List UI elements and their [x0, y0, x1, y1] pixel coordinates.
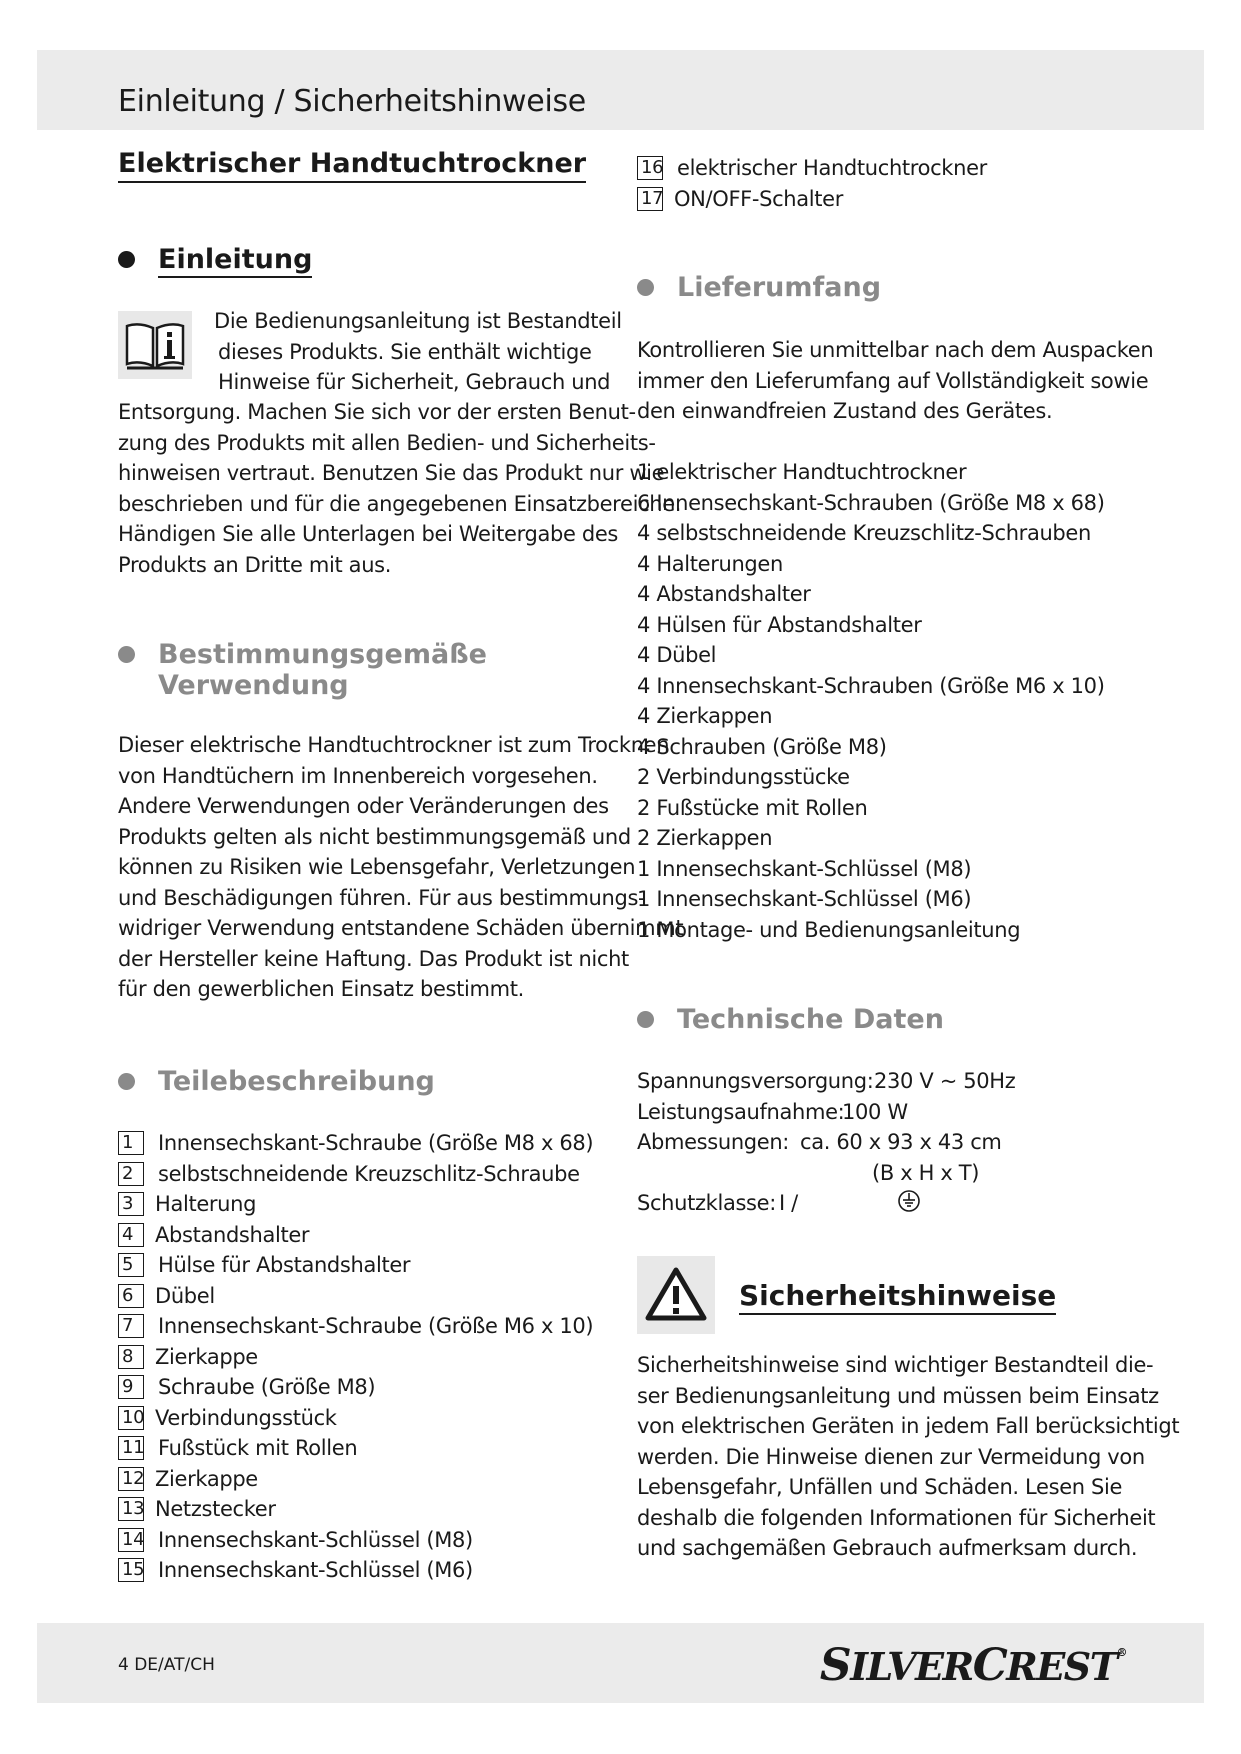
delivery-item: 4 Zierkappen [637, 704, 773, 728]
bullet-icon [118, 1073, 135, 1090]
page-header-title: Einleitung / Sicherheitshinweise [118, 84, 586, 119]
tech-data-heading: Technische Daten [637, 1004, 904, 1035]
intro-text-body: Entsorgung. Machen Sie sich vor der ersten Benut- zung des Produkts mit allen Bedien- und Sicherheits- hinweisen vertraut. Benutzen Sie das Produkt nur wie beschrieben und für die angegebenen Einsatzbereiche. Händigen Sie alle Unterlagen bei Weitergabe des Produkts an Dritte mit aus. [118, 400, 682, 577]
delivery-item: 4 Abstandshalter [637, 582, 811, 606]
document-title: Elektrischer Handtuchtrockner [118, 148, 586, 183]
delivery-items-list [637, 457, 1105, 945]
footer-bar [37, 1623, 1204, 1703]
delivery-item: 1 elektrischer Handtuchtrockner [637, 460, 967, 484]
tech-row-protection-class: Schutzklasse: I / [637, 1191, 798, 1215]
delivery-item: 2 Zierkappen [637, 826, 773, 850]
header-bar [37, 50, 1204, 130]
delivery-item: 6 Innensechskant-Schrauben (Größe M8 x 68) [637, 490, 1105, 515]
bullet-icon [118, 646, 135, 663]
tech-data-table [637, 1066, 1016, 1219]
protective-earth-icon [897, 1189, 921, 1217]
safety-text: Sicherheitshinweise sind wichtiger Bestandteil die- ser Bedienungsanleitung und müssen beim Einsatz von elektrischen Geräten in jedem Fall berücksichtigt werden. Die Hinweise dienen zur Vermeidung von Lebensgefahr, Unfällen und Schäden. Lesen Sie deshalb die folgenden Informationen für Sicherheit und sachgemäßen Gebrauch aufmerksam durch. [637, 1353, 1180, 1560]
delivery-item: 1 Montage- und Bedienungsanleitung [637, 917, 1021, 942]
warning-triangle-icon [637, 1256, 715, 1334]
brand-logo: SILVERCREST® [819, 1640, 1126, 1691]
tech-row-power: Leistungsaufnahme: 100 W [637, 1099, 908, 1124]
bullet-icon [118, 251, 135, 268]
bullet-icon [637, 279, 654, 296]
intro-heading: Einleitung [118, 244, 272, 278]
delivery-item: 1 Innensechskant-Schlüssel (M6) [637, 887, 972, 911]
delivery-item: 4 selbstschneidende Kreuzschlitz-Schrauben [637, 521, 1091, 545]
safety-heading: Sicherheitshinweise [739, 1279, 1056, 1315]
delivery-item: 2 Fußstücke mit Rollen [637, 795, 868, 820]
tech-row-dimensions-note: (B x H x T) [872, 1160, 980, 1185]
intended-use-heading: Bestimmungsgemäße Verwendung [118, 639, 447, 701]
intro-text-top: Die Bedienungsanleitung ist Bestandteil dieses Produkts. Sie enthält wichtige Hinweise für Sicherheit, Gebrauch und [214, 309, 622, 394]
delivery-item: 4 Halterungen [637, 551, 783, 576]
page-number: 4 DE/AT/CH [118, 1655, 215, 1675]
delivery-item: 1 Innensechskant-Schlüssel (M8) [637, 856, 972, 881]
book-info-icon [118, 311, 192, 379]
bullet-icon [637, 1011, 654, 1028]
parts-heading: Teilebeschreibung [118, 1066, 395, 1097]
delivery-item: 4 Innensechskant-Schrauben (Größe M6 x 10) [637, 673, 1105, 698]
delivery-item: 4 Dübel [637, 643, 717, 667]
tech-row-voltage: Spannungsversorgung: 230 V ~ 50Hz [637, 1069, 1016, 1093]
delivery-intro-text: Kontrollieren Sie unmittelbar nach dem Auspacken immer den Lieferumfang auf Vollständigkeit sowie den einwandfreien Zustand des Gerätes. [637, 338, 1154, 423]
tech-row-dimensions: Abmessungen: ca. 60 x 93 x 43 cm [637, 1130, 1002, 1154]
delivery-item: 4 Hülsen für Abstandshalter [637, 612, 922, 637]
delivery-item: 4 Schrauben (Größe M8) [637, 734, 887, 759]
intended-use-text: Dieser elektrische Handtuchtrockner ist zum Trocknen von Handtüchern im Innenbereich vorgesehen. Andere Verwendungen oder Veränderungen des Produkts gelten als nicht bestimmungsgemäß und können zu Risiken wie Lebensgefahr, Verletzungen und Beschädigungen führen. Für aus bestimmungs- widriger Verwendung entstandene Schäden übernimmt der Hersteller keine Haftung. Das Produkt ist nicht für den gewerblichen Einsatz bestimmt. [118, 733, 684, 1001]
delivery-heading: Lieferumfang [637, 272, 841, 303]
delivery-item: 2 Verbindungsstücke [637, 765, 850, 789]
